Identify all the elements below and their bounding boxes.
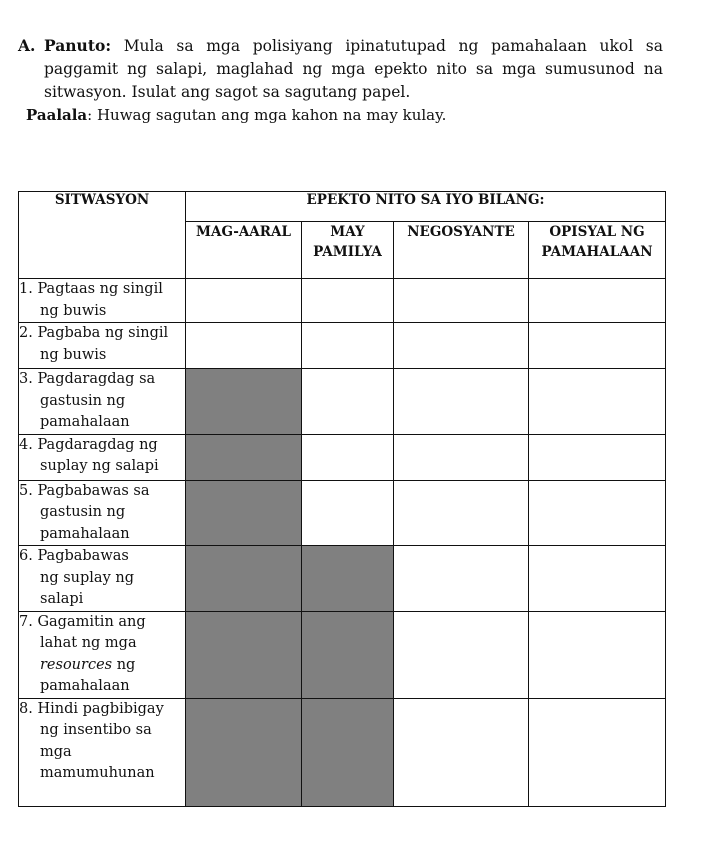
table-row — [19, 698, 666, 806]
answer-cell[interactable] — [529, 480, 666, 546]
shaded-cell — [302, 611, 394, 698]
row-label: 6. Pagbabawas ng suplay ng salapi — [19, 546, 186, 612]
shaded-cell — [186, 698, 302, 806]
answer-cell[interactable] — [394, 480, 529, 546]
answer-cell[interactable] — [394, 369, 529, 435]
answer-cell[interactable] — [394, 611, 529, 698]
answer-cell[interactable] — [394, 546, 529, 612]
epekto-header: EPEKTO NITO SA IYO BILANG: — [186, 192, 666, 222]
answer-cell[interactable] — [302, 279, 394, 323]
answer-cell[interactable] — [302, 480, 394, 546]
row-label: 8. Hindi pagbibigay ng insentibo sa mga mamumuhunan — [19, 698, 186, 806]
paalala-text: : Huwag sagutan ang mga kahon na may kulay. — [87, 106, 447, 124]
shaded-cell — [186, 546, 302, 612]
answer-cell[interactable] — [529, 611, 666, 698]
row-label: 7. Gagamitin ang lahat ng mga resources ng pamahalaan — [19, 611, 186, 698]
shaded-cell — [302, 546, 394, 612]
item-letter: A. — [18, 36, 36, 55]
table-row — [19, 480, 666, 546]
col-header-negosyante: NEGOSYANTE — [394, 222, 529, 279]
answer-cell[interactable] — [529, 546, 666, 612]
sitwasyon-header: SITWASYON — [19, 192, 186, 279]
row-label: 5. Pagbabawas sa gastusin ng pamahalaan — [19, 480, 186, 546]
answer-cell[interactable] — [529, 279, 666, 323]
answer-cell[interactable] — [394, 323, 529, 369]
table-row — [19, 434, 666, 480]
row-label: 2. Pagbaba ng singil ng buwis — [19, 323, 186, 369]
panuto-label: Panuto: — [44, 36, 112, 55]
table-row — [19, 611, 666, 698]
table-row — [19, 323, 666, 369]
answer-cell[interactable] — [529, 434, 666, 480]
col-header-opisyal: OPISYAL NG PAMAHALAAN — [529, 222, 666, 279]
answer-cell[interactable] — [394, 279, 529, 323]
col-header-may-pamilya: MAY PAMILYA — [302, 222, 394, 279]
row-label: 1. Pagtaas ng singil ng buwis — [19, 279, 186, 323]
paalala-note — [18, 104, 663, 127]
shaded-cell — [186, 611, 302, 698]
panuto-text: Mula sa mga polisiyang ipinatutupad ng pamahalaan ukol sa paggamit ng salapi, maglahad ng mga epekto nito sa mga sumusunod na sitwasyon. Isulat ang sagot sa sagutang papel. — [44, 37, 663, 101]
shaded-cell — [186, 434, 302, 480]
answer-cell[interactable] — [186, 279, 302, 323]
panuto-block — [18, 34, 663, 104]
shaded-cell — [186, 369, 302, 435]
answer-cell[interactable] — [394, 434, 529, 480]
table-row — [19, 279, 666, 323]
answer-cell[interactable] — [186, 323, 302, 369]
answer-cell[interactable] — [529, 698, 666, 806]
col-header-mag-aaral: MAG-AARAL — [186, 222, 302, 279]
table-row — [19, 369, 666, 435]
answer-cell[interactable] — [302, 369, 394, 435]
answer-cell[interactable] — [529, 369, 666, 435]
instructions — [18, 34, 663, 127]
row-label: 3. Pagdaragdag sa gastusin ng pamahalaan — [19, 369, 186, 435]
table-row — [19, 546, 666, 612]
row-label: 4. Pagdaragdag ng suplay ng salapi — [19, 434, 186, 480]
shaded-cell — [186, 480, 302, 546]
paalala-label: Paalala — [26, 106, 88, 124]
shaded-cell — [302, 698, 394, 806]
answer-cell[interactable] — [302, 434, 394, 480]
answer-table — [18, 191, 666, 807]
resources-emphasis: resources — [40, 656, 113, 673]
answer-cell[interactable] — [394, 698, 529, 806]
answer-cell[interactable] — [529, 323, 666, 369]
answer-cell[interactable] — [302, 323, 394, 369]
panuto-paragraph — [44, 34, 663, 104]
